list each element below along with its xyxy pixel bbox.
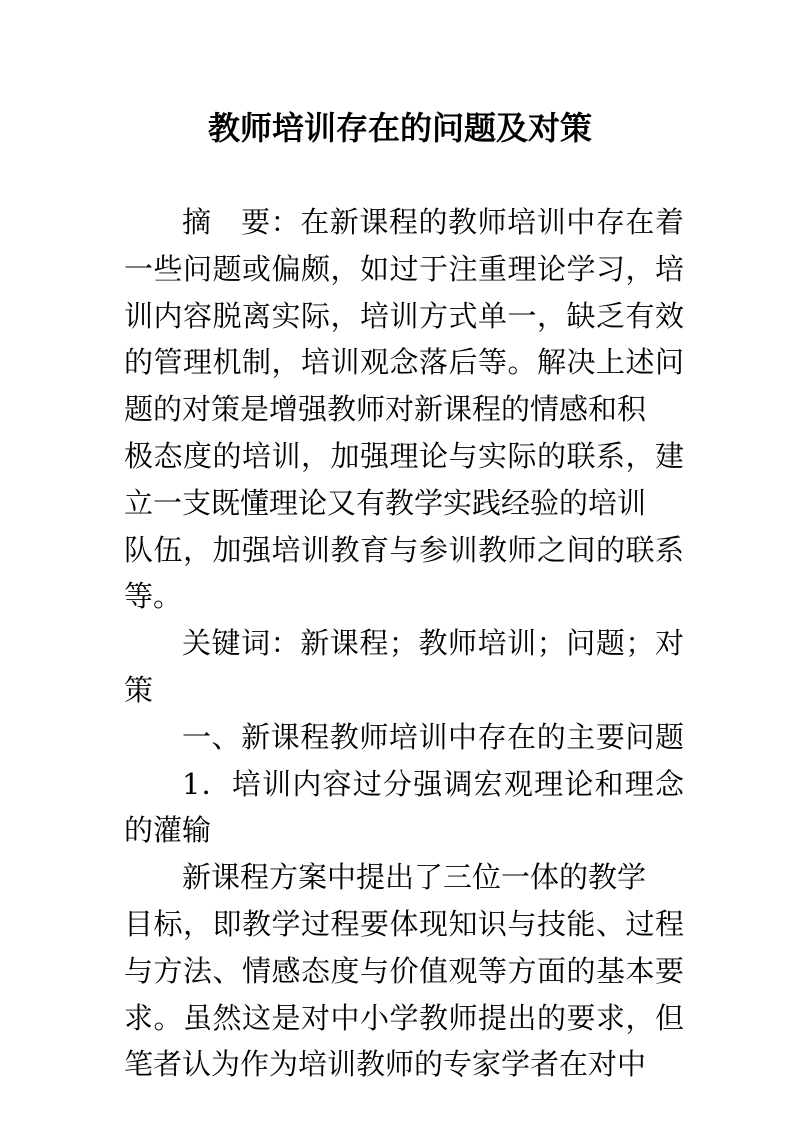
text-line: 策 — [124, 672, 154, 707]
text-line: 训内容脱离实际，培训方式单一，缺乏有效 — [124, 298, 684, 333]
text-line: 求。虽然这是对中小学教师提出的要求，但 — [124, 1000, 684, 1035]
text-line: 一些问题或偏颇，如过于注重理论学习，培 — [124, 251, 684, 286]
text-line: 立一支既懂理论又有教学实践经验的培训 — [124, 485, 647, 520]
text-line: 题的对策是增强教师对新课程的情感和积 — [124, 392, 647, 427]
text-line: 的灌输 — [124, 813, 212, 848]
text-line: 队伍，加强培训教育与参训教师之间的联系 — [124, 532, 684, 567]
text-line: 的管理机制，培训观念落后等。解决上述问 — [124, 345, 684, 380]
text-line: 新课程方案中提出了三位一体的教学 — [182, 860, 647, 895]
text-line: 等。 — [124, 579, 183, 614]
text-line: 摘 要：在新课程的教师培训中存在着 — [182, 205, 684, 239]
text-line: 极态度的培训，加强理论与实际的联系，建 — [124, 438, 684, 473]
text-line: 与方法、情感态度与价值观等方面的基本要 — [124, 953, 684, 988]
text-line: 笔者认为作为培训教师的专家学者在对中 — [124, 1047, 647, 1082]
text-line: 一、新课程教师培训中存在的主要问题 — [182, 719, 684, 754]
document-body — [124, 199, 684, 1088]
text-line: 目标，即教学过程要体现知识与技能、过程 — [124, 906, 684, 941]
document-title: 教师培训存在的问题及对策 — [207, 109, 592, 147]
text-line: 1．培训内容过分强调宏观理论和理念 — [182, 766, 684, 801]
text-line: 关键词：新课程；教师培训；问题；对 — [182, 626, 684, 661]
